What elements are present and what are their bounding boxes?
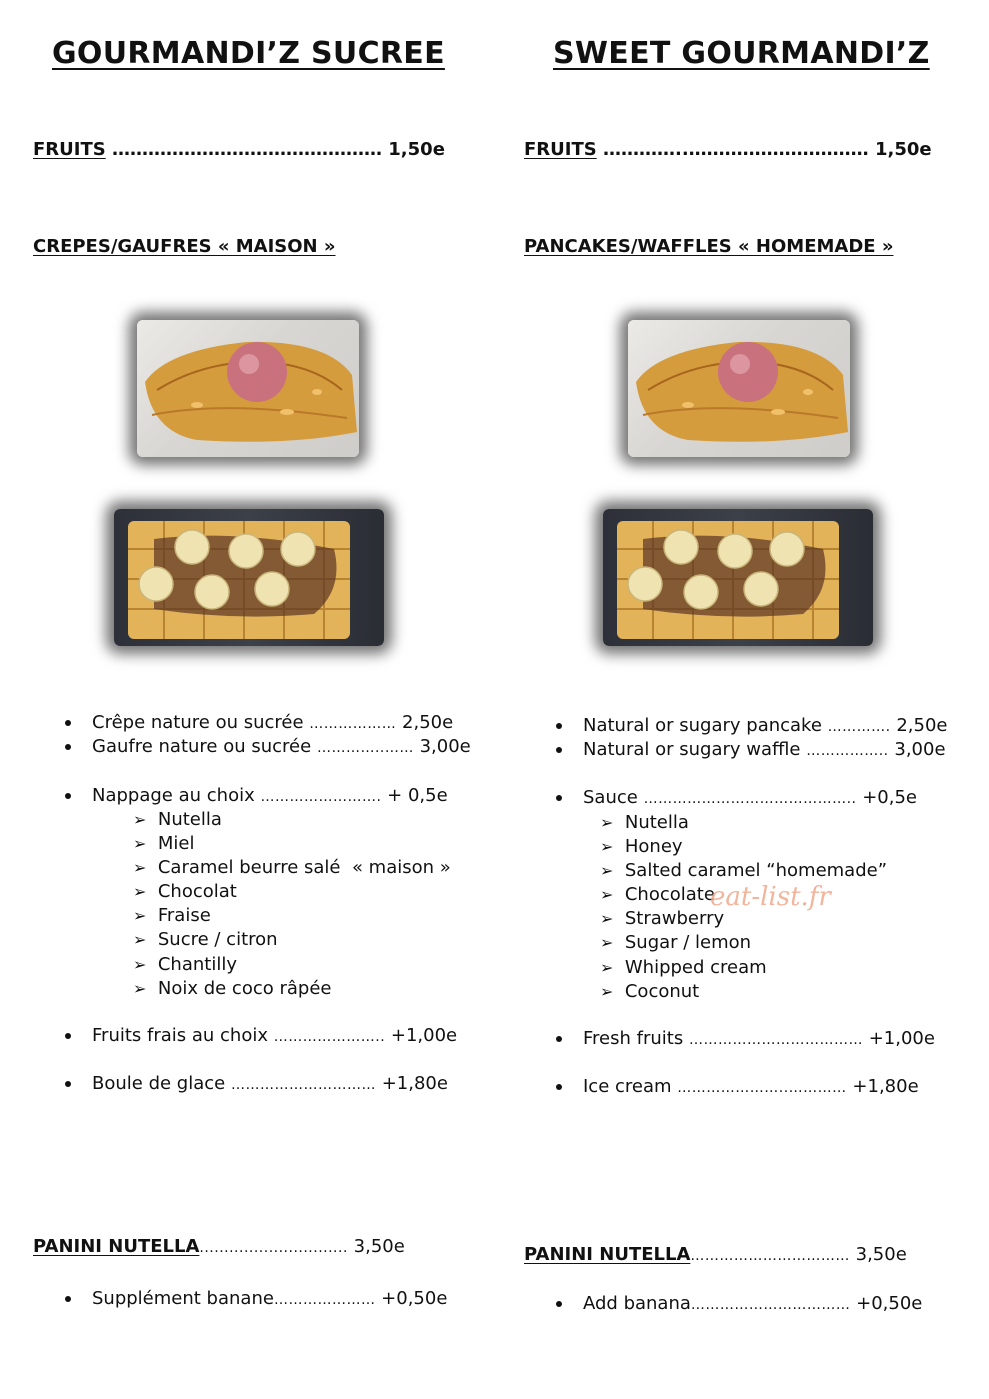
right-fruits-line xyxy=(524,139,932,160)
right-extra-dots: …………………………… xyxy=(690,1297,851,1313)
topping-label: Salted caramel “homemade” xyxy=(624,860,888,882)
left-icecream-dots: ………………………… xyxy=(230,1077,376,1093)
left-crepe-photo xyxy=(137,320,359,457)
arrow-icon: ➢ xyxy=(600,957,614,977)
left-item-2-dots: …………..…… xyxy=(316,740,414,756)
right-item-1 xyxy=(583,715,948,736)
left-item-2-text: Gaufre nature ou sucrée xyxy=(92,736,312,757)
crepe-illustration xyxy=(628,320,850,457)
waffle-illustration xyxy=(114,509,384,646)
left-topping-text: Nappage au choix xyxy=(92,785,255,806)
arrow-icon: ➢ xyxy=(133,810,147,829)
right-extra-bullet xyxy=(556,1301,562,1307)
topping-label: Chocolate xyxy=(624,884,715,906)
left-item-2-price: 3,00e xyxy=(419,736,471,757)
left-item-2-bullet xyxy=(65,744,71,750)
right-waffle-photo xyxy=(603,509,873,646)
left-item-1 xyxy=(92,712,453,733)
left-item-2 xyxy=(92,736,471,757)
left-panini-dots: .............................. xyxy=(199,1240,348,1256)
arrow-icon: ➢ xyxy=(600,981,614,1001)
crepe-illustration xyxy=(137,320,359,457)
waffle-illustration xyxy=(603,509,873,646)
right-item-1-bullet xyxy=(556,723,562,729)
topping-label: Fraise xyxy=(157,905,211,927)
arrow-icon: ➢ xyxy=(600,909,614,929)
left-fresh-price: +1,00e xyxy=(390,1025,458,1046)
left-extra-text: Supplément banane xyxy=(92,1288,274,1309)
topping-label: Nutella xyxy=(624,812,689,833)
right-item-2-dots: …………….. xyxy=(806,743,889,759)
list-item xyxy=(133,928,451,952)
left-icecream-price: +1,80e xyxy=(381,1073,448,1094)
left-panini xyxy=(33,1236,405,1257)
right-panini-price: 3,50e xyxy=(855,1244,907,1265)
right-panini-dots: …………………………… xyxy=(690,1248,850,1264)
right-topping-dots: …………………………………….. xyxy=(643,791,857,807)
right-extra xyxy=(583,1293,922,1314)
left-icecream-bullet xyxy=(65,1081,71,1087)
list-item xyxy=(133,904,451,928)
left-topping-price: + 0,5e xyxy=(387,785,448,806)
topping-label: Miel xyxy=(157,833,195,855)
list-item xyxy=(600,811,887,835)
arrow-icon: ➢ xyxy=(600,837,614,857)
list-item xyxy=(600,980,887,1004)
list-item xyxy=(133,880,451,904)
list-item xyxy=(600,835,887,859)
right-panini xyxy=(524,1244,907,1265)
right-fruits-price: 1,50e xyxy=(874,139,932,160)
left-fresh xyxy=(92,1025,457,1046)
left-icecream xyxy=(92,1073,448,1094)
right-topping xyxy=(583,787,917,808)
list-item xyxy=(600,859,887,883)
left-fruits-dots: ……………………………………… xyxy=(112,139,382,160)
topping-label: Chocolat xyxy=(157,881,237,903)
topping-label: Caramel beurre salé « maison » xyxy=(157,857,451,879)
topping-label: Whipped cream xyxy=(624,956,767,978)
right-icecream xyxy=(583,1076,919,1097)
topping-label: Nutella xyxy=(157,809,222,830)
right-icecream-dots: …………………..………… xyxy=(677,1080,847,1096)
right-extra-text: Add banana xyxy=(583,1293,691,1314)
arrow-icon: ➢ xyxy=(133,858,147,878)
right-icecream-price: +1,80e xyxy=(852,1076,919,1097)
topping-label: Strawberry xyxy=(624,908,725,930)
left-toppings-list xyxy=(133,808,451,1001)
topping-label: Sucre / citron xyxy=(157,929,278,951)
list-item xyxy=(600,956,887,980)
left-section-title: CREPES/GAUFRES « MAISON » xyxy=(33,236,336,257)
left-item-1-dots: ……………… xyxy=(309,716,397,732)
topping-label: Coconut xyxy=(624,980,700,1002)
right-item-2-price: 3,00e xyxy=(894,739,946,760)
list-item xyxy=(133,953,451,977)
left-item-1-text: Crêpe nature ou sucrée xyxy=(92,712,304,733)
list-item xyxy=(133,832,451,856)
left-topping-dots: ……………………. xyxy=(260,789,382,805)
right-topping-price: +0,5e xyxy=(862,787,918,808)
right-item-1-price: 2,50e xyxy=(896,715,948,736)
watermark: eat-list.fr xyxy=(710,882,831,912)
right-item-1-text: Natural or sugary pancake xyxy=(583,715,822,736)
arrow-icon: ➢ xyxy=(133,834,147,854)
left-fruits-price: 1,50e xyxy=(388,139,445,160)
left-fruits-line xyxy=(33,139,445,160)
arrow-icon: ➢ xyxy=(133,954,147,974)
left-topping-bullet xyxy=(65,793,71,799)
right-title: SWEET GOURMANDI’Z xyxy=(553,36,930,71)
right-extra-price: +0,50e xyxy=(856,1293,923,1314)
topping-label: Noix de coco râpée xyxy=(157,977,332,999)
list-item xyxy=(133,808,451,832)
topping-label: Honey xyxy=(624,836,683,858)
arrow-icon: ➢ xyxy=(600,885,614,905)
left-fresh-dots: ………………….. xyxy=(273,1029,386,1045)
right-fresh xyxy=(583,1028,935,1049)
right-item-2-bullet xyxy=(556,747,562,753)
left-extra-bullet xyxy=(65,1296,71,1302)
list-item xyxy=(133,856,451,880)
right-icecream-bullet xyxy=(556,1084,562,1090)
right-item-1-dots: …………. xyxy=(827,719,891,735)
left-fresh-text: Fruits frais au choix xyxy=(92,1025,269,1046)
arrow-icon: ➢ xyxy=(133,930,147,950)
left-title: GOURMANDI’Z SUCREE xyxy=(52,36,445,71)
right-topping-text: Sauce xyxy=(583,787,638,808)
list-item xyxy=(133,977,451,1001)
arrow-icon: ➢ xyxy=(600,933,614,953)
arrow-icon: ➢ xyxy=(133,906,147,926)
right-crepe-photo xyxy=(628,320,850,457)
right-fresh-dots: ……………………………… xyxy=(688,1032,863,1048)
left-item-1-bullet xyxy=(65,720,71,726)
right-fruits-label: FRUITS xyxy=(524,139,597,160)
right-fresh-price: +1,00e xyxy=(868,1028,935,1049)
right-icecream-text: Ice cream xyxy=(583,1076,672,1097)
left-panini-label: PANINI NUTELLA xyxy=(33,1236,200,1257)
left-waffle-photo xyxy=(114,509,384,646)
left-fresh-bullet xyxy=(65,1033,71,1039)
left-panini-price: 3,50e xyxy=(353,1236,405,1257)
arrow-icon: ➢ xyxy=(133,978,147,998)
arrow-icon: ➢ xyxy=(600,861,614,881)
topping-label: Chantilly xyxy=(157,953,237,975)
arrow-icon: ➢ xyxy=(600,813,614,832)
topping-label: Sugar / lemon xyxy=(624,932,752,954)
list-item xyxy=(600,931,887,955)
left-extra-price: +0,50e xyxy=(381,1288,448,1309)
right-item-2 xyxy=(583,739,946,760)
right-fruits-dots: …………..………………………… xyxy=(603,139,869,160)
left-icecream-text: Boule de glace xyxy=(92,1073,226,1094)
left-extra xyxy=(92,1288,447,1309)
right-fresh-bullet xyxy=(556,1036,562,1042)
right-item-2-text: Natural or sugary waffle xyxy=(583,739,801,760)
right-panini-label: PANINI NUTELLA xyxy=(524,1244,691,1265)
left-topping xyxy=(92,785,448,806)
left-extra-dots: ………………… xyxy=(273,1292,376,1308)
left-fruits-label: FRUITS xyxy=(33,139,106,160)
arrow-icon: ➢ xyxy=(133,882,147,902)
right-section-title: PANCAKES/WAFFLES « HOMEMADE » xyxy=(524,236,894,257)
left-item-1-price: 2,50e xyxy=(402,712,454,733)
right-topping-bullet xyxy=(556,795,562,801)
right-fresh-text: Fresh fruits xyxy=(583,1028,684,1049)
